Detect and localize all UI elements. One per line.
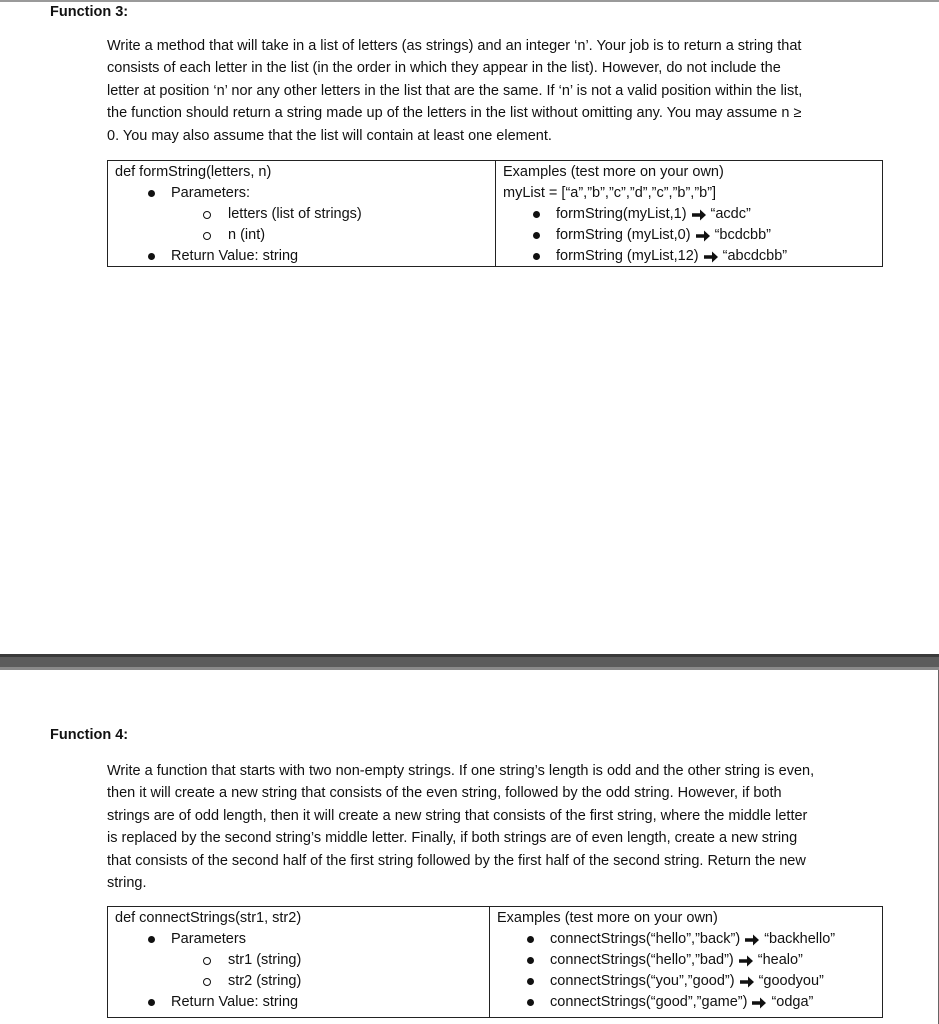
bullet-icon [527,936,534,943]
example-row [503,246,882,267]
function4-title: Function 4: [50,727,129,743]
function3-signature-cell [108,161,495,266]
description-line: letter at position ‘n’ nor any other letters in the list that are the same. If ‘n’ is not a valid position within the list, [107,82,803,99]
right-arrow-icon [703,250,719,264]
example-row [503,225,882,246]
right-arrow-icon [739,975,755,989]
description-line: consists of each letter in the list (in the order in which they appear in the list). However, do not include the [107,60,781,77]
bullet-icon [148,190,155,197]
description-line: then it will create a new string that consists of the even string, followed by the odd string. However, if both [107,785,782,802]
function3-examples-cell [495,161,882,266]
right-arrow-icon [744,933,760,947]
right-arrow-icon [751,996,767,1010]
param-row [115,204,495,225]
example-call: formString (myList,12) [556,248,699,264]
param-item: str1 (string) [228,952,302,968]
example-row [503,204,882,225]
page-separator [0,654,939,670]
circle-bullet-icon [203,211,211,219]
right-arrow-icon [738,954,754,968]
example-result: “goodyou” [758,973,824,989]
return-label: Return Value: string [171,248,299,264]
example-row [497,992,882,1013]
param-item: n (int) [228,227,266,243]
bullet-icon [527,957,534,964]
example-call: connectStrings(“good”,”game”) [550,994,748,1010]
examples-header: Examples (test more on your own) [497,910,718,926]
return-label: Return Value: string [171,994,299,1010]
parameters-label: Parameters [171,931,246,947]
example-row [497,971,882,992]
bullet-icon [148,999,155,1006]
bullet-icon [533,253,540,260]
description-line: strings are of odd length, then it will create a new string that consists of the first string, where the middle letter [107,807,808,824]
description-line: is replaced by the second string’s middle letter. Finally, if both strings are of even length, create a new string [107,830,798,847]
function4-examples-cell [489,907,882,1017]
description-line: Write a function that starts with two non-empty strings. If one string’s length is odd and the other string is even, [107,763,815,779]
circle-bullet-icon [203,232,211,240]
example-call: connectStrings(“hello”,”back”) [550,931,741,947]
bullet-icon [148,253,155,260]
parameters-label: Parameters: [171,185,250,201]
return-row [115,246,495,267]
bullet-icon [533,232,540,239]
function3-title: Function 3: [50,4,129,20]
example-result: “backhello” [764,931,836,947]
bullet-icon [148,936,155,943]
function3-signature: def formString(letters, n) [115,164,272,180]
example-row [497,929,882,950]
function4-description [107,760,907,894]
right-arrow-icon [695,229,711,243]
mylist-line: myList = [“a”,”b”,”c”,”d”,”c”,”b”,”b”] [503,185,717,201]
examples-header: Examples (test more on your own) [503,164,724,180]
param-row [115,225,495,246]
circle-bullet-icon [203,978,211,986]
function4-spec-table [107,906,883,1018]
param-row [115,971,489,992]
bullet-icon [527,999,534,1006]
document-page-2 [0,670,939,1024]
function4-signature-cell [108,907,489,1017]
description-line: string. [107,875,147,892]
function4-signature: def connectStrings(str1, str2) [115,910,302,926]
return-row [115,992,489,1013]
example-result: “abcdcbb” [722,248,788,264]
circle-bullet-icon [203,957,211,965]
bullet-icon [527,978,534,985]
example-result: “healo” [757,952,803,968]
description-line: Write a method that will take in a list of letters (as strings) and an integer ‘n’. Your job is to return a string that [107,38,802,54]
right-arrow-icon [691,208,707,222]
example-call: formString(myList,1) [556,206,687,222]
description-line: 0. You may also assume that the list will contain at least one element. [107,127,552,144]
example-row [497,950,882,971]
bullet-icon [533,211,540,218]
parameters-row [115,183,495,204]
param-item: letters (list of strings) [228,206,362,222]
parameters-row [115,929,489,950]
function3-spec-table [107,160,883,267]
param-item: str2 (string) [228,973,302,989]
description-line: the function should return a string made up of the letters in the list without omitting any. You may assume n ≥ [107,105,802,122]
example-call: connectStrings(“you”,”good”) [550,973,735,989]
example-result: “bcdcbb” [714,227,771,243]
example-result: “acdc” [710,206,751,222]
description-line: that consists of the second half of the first string followed by the first half of the second string. Return the new [107,852,806,869]
function3-description [107,35,897,147]
param-row [115,950,489,971]
example-call: connectStrings(“hello”,”bad”) [550,952,734,968]
example-call: formString (myList,0) [556,227,691,243]
example-result: “odga” [771,994,814,1010]
